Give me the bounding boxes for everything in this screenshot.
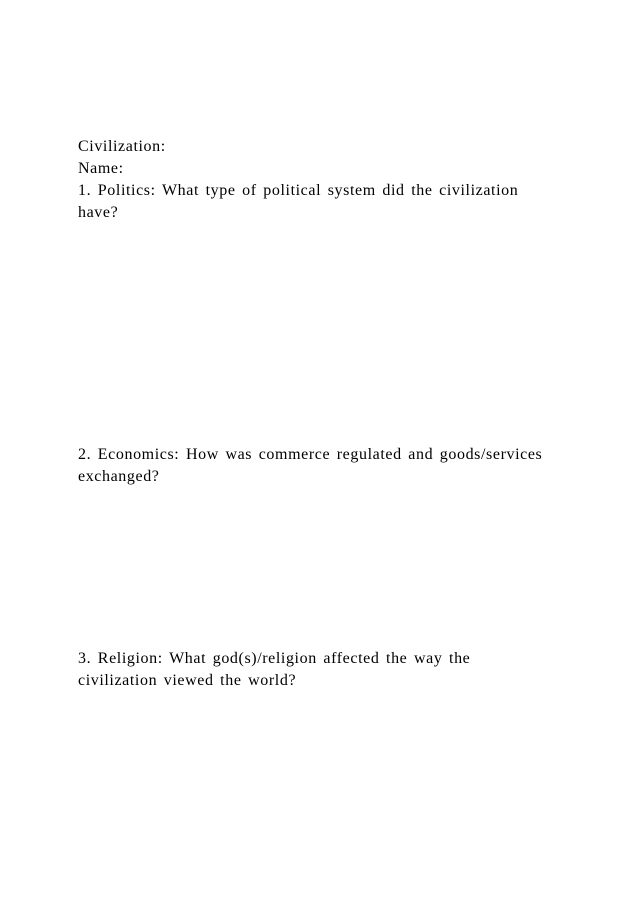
civilization-label: Civilization:	[78, 138, 166, 155]
name-label: Name:	[78, 160, 124, 177]
question-economics-line-1: 2. Economics: How was commerce regulated and goods/services	[78, 446, 543, 463]
question-economics-line-2: exchanged?	[78, 468, 160, 485]
question-religion-line-1: 3. Religion: What god(s)/religion affected the way the	[78, 650, 471, 667]
question-politics-line-1: 1. Politics: What type of political system did the civilization	[78, 182, 519, 199]
question-religion-line-2: civilization viewed the world?	[78, 672, 297, 689]
question-politics-line-2: have?	[78, 204, 119, 221]
